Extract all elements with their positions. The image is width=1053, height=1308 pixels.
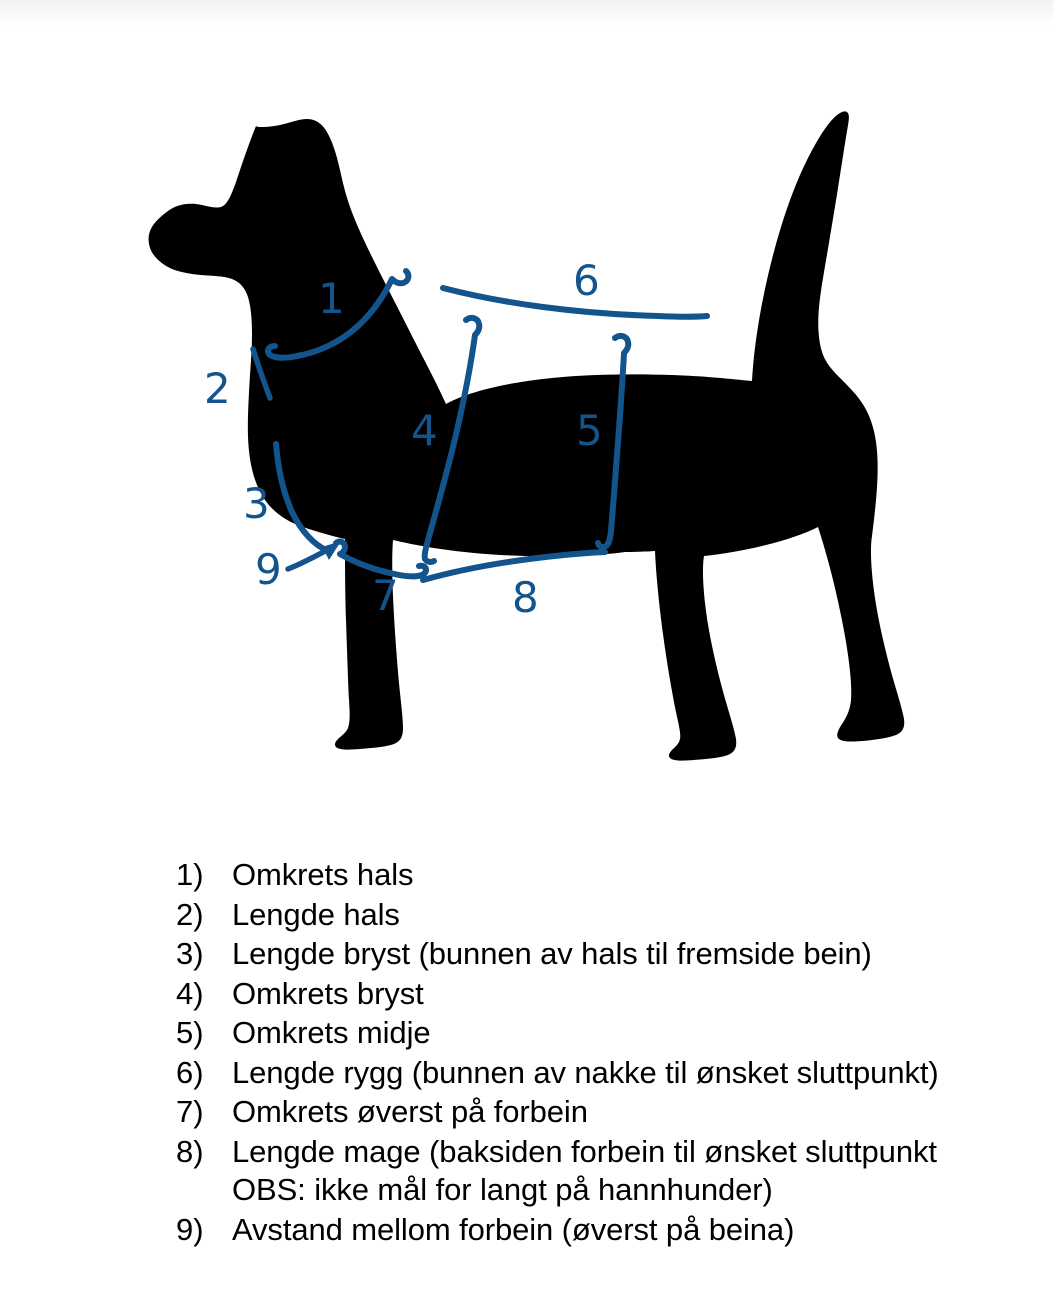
legend-label-4: Omkrets bryst <box>232 975 424 1011</box>
legend-label-8 <box>232 1133 937 1210</box>
legend-number-8: 8) <box>176 1133 204 1169</box>
legend-number-2: 2) <box>176 896 204 932</box>
legend-label-1: Omkrets hals <box>232 857 414 892</box>
legend-item-3 <box>176 935 996 974</box>
dog-silhouette <box>149 111 905 760</box>
legend-item-8 <box>176 1133 996 1210</box>
measure-label-5: 5 <box>576 406 603 455</box>
legend-label-7: Omkrets øverst på forbein <box>232 1094 588 1129</box>
legend-label-3: Lengde bryst (bunnen av hals til fremside bein) <box>232 936 872 971</box>
legend-item-9 <box>176 1211 996 1250</box>
legend-item-1 <box>176 856 996 895</box>
measure-label-9: 9 <box>255 545 282 594</box>
legend-item-6 <box>176 1054 996 1093</box>
legend-item-2 <box>176 896 996 935</box>
measure-label-2: 2 <box>204 364 231 413</box>
measure-label-1: 1 <box>318 274 345 323</box>
legend-label-8-line1: Lengde mage (baksiden forbein til ønsket sluttpunkt <box>232 1133 937 1169</box>
legend-item-5 <box>176 1014 996 1053</box>
legend-label-6: Lengde rygg (bunnen av nakke til ønsket sluttpunkt) <box>232 1054 939 1090</box>
measure-label-7: 7 <box>372 571 399 620</box>
measure-label-6: 6 <box>573 256 600 305</box>
measure-label-3: 3 <box>243 479 270 528</box>
legend-item-4 <box>176 975 996 1014</box>
legend-number-3: 3) <box>176 936 204 971</box>
legend-label-8-line2: OBS: ikke mål for langt på hannhunder) <box>232 1172 773 1207</box>
legend-number-7: 7) <box>176 1094 204 1129</box>
legend-number-4: 4) <box>176 975 204 1011</box>
legend-label-9: Avstand mellom forbein (øverst på beina) <box>232 1211 795 1247</box>
legend-number-5: 5) <box>176 1015 204 1050</box>
legend-label-5: Omkrets midje <box>232 1015 431 1050</box>
legend-label-2: Lengde hals <box>232 896 400 932</box>
legend-number-1: 1) <box>176 857 204 892</box>
measure-label-8: 8 <box>512 573 539 622</box>
legend-number-9: 9) <box>176 1211 204 1247</box>
legend-number-6: 6) <box>176 1054 204 1090</box>
legend-item-7 <box>176 1093 996 1132</box>
measurement-legend-list <box>176 856 996 1250</box>
measure-label-4: 4 <box>411 406 438 455</box>
